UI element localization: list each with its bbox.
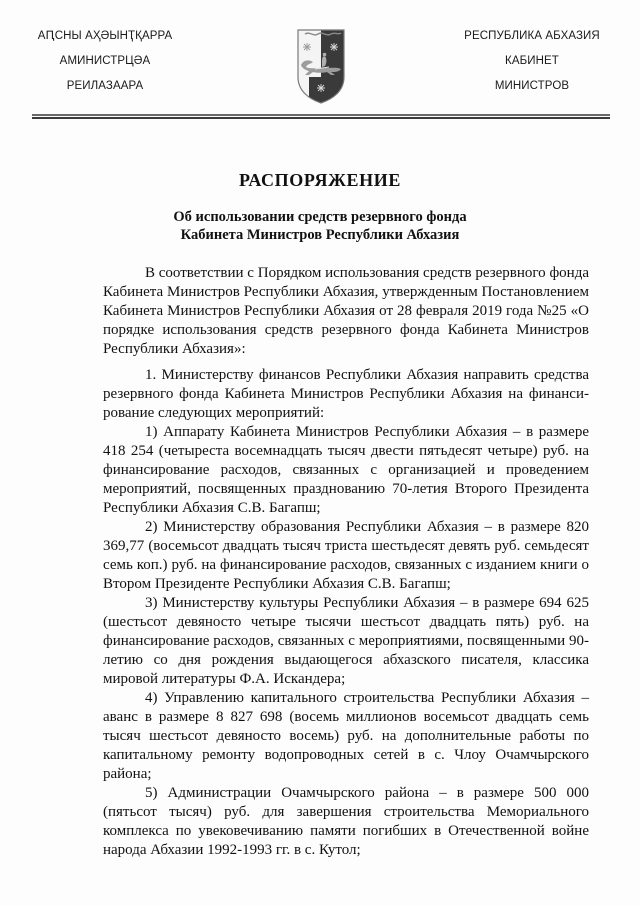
list-item: 1) Аппарату Кабинета Министров Республики Абхазия – в размере 418 254 (четыреста восемнадцать тысяч двести пятьдесят четыре) руб. на финансирование расходов, связанных с организацией и проведением мероприятий, посвященных празднованию 70-летия Второго Президента Республики Абхазия С.В. Багапш;	[103, 424, 589, 516]
document-subject-line-2: Кабинета Министров Республики Абхазия	[180, 227, 460, 243]
letterhead-russian-line-1: РЕСПУБЛИКА АБХАЗИЯ	[464, 30, 600, 42]
clause-1-intro: 1. Министерству финансов Республики Абхазия направить средства резервного фонда Кабинета Министров Республики Абхазия на финансирование следующих мероприятий:	[103, 367, 589, 421]
list-item: 3) Министерству культуры Республики Абхазия – в размере 694 625 (шестьсот девяносто четыре тысячи шестьсот двадцать пять) руб. на финансирование расходов, связанных с мероприятиями, посвященными 90-летию со дня рождения выдающегося абхазского писателя, классика мировой литературы Ф.А. Искандера;	[103, 595, 589, 687]
letterhead-russian-line-2: КАБИНЕТ	[505, 55, 559, 67]
letterhead-russian	[452, 29, 612, 104]
list-item: 5) Администрации Очамчырского района – в размере 500 000 (пятьсот тысяч) руб. для завершения строительства Мемориального комплекса по увековечиванию памяти погибших в Отечественной войне народа Абхазии 1992-1993 гг. в с. Кутол;	[103, 785, 589, 858]
letterhead-divider-top	[32, 114, 610, 116]
document-type-title: РАСПОРЯЖЕНИЕ	[239, 170, 401, 190]
letterhead-abkhaz-line-3: РЕИЛАЗААРА	[66, 80, 144, 92]
document-subject	[0, 208, 640, 244]
preamble	[103, 264, 589, 359]
preamble-paragraph: В соответствии с Порядком использования средств резервного фонда Кабинета Министров Республики Абхазия, утвержденным Постановлением Кабинета Министров Республики Абхазия от 28 февраля 2019 года №25 «О порядке использования средств резервного фонда Кабинета Министров Республики Абхазия»:	[103, 265, 589, 357]
letterhead-abkhaz	[30, 29, 180, 104]
coat-of-arms-icon	[295, 27, 347, 105]
clause-1	[103, 366, 589, 860]
letterhead-russian-line-3: МИНИСТРОВ	[494, 80, 570, 92]
list-item: 4) Управлению капитального строительства Республики Абхазия – аванс в размере 8 827 698 (восемь миллионов восемьсот двадцать семь тысяч шестьсот девяносто восемь) руб. на дополнительные работы по капитальному ремонту водопроводных сетей в с. Члоу Очамчырского района;	[103, 690, 589, 782]
list-item: 2) Министерству образования Республики Абхазия – в размере 820 369,77 (восемьсот двадцать тысяч триста шестьдесят девять руб. семьдесят семь коп.) руб. на финансирование расходов, связанных с изданием книги о Втором Президенте Республики Абхазия С.В. Багапш;	[103, 519, 589, 592]
letterhead-abkhaz-line-1: АԤСНЫ АҲӘЫНҬҚАРРА	[37, 30, 173, 42]
document-subject-line-1: Об использовании средств резервного фонда	[173, 209, 467, 225]
letterhead-divider-bottom	[32, 117, 610, 119]
letterhead-abkhaz-line-2: АМИНИСТРЦӘА	[59, 55, 151, 67]
